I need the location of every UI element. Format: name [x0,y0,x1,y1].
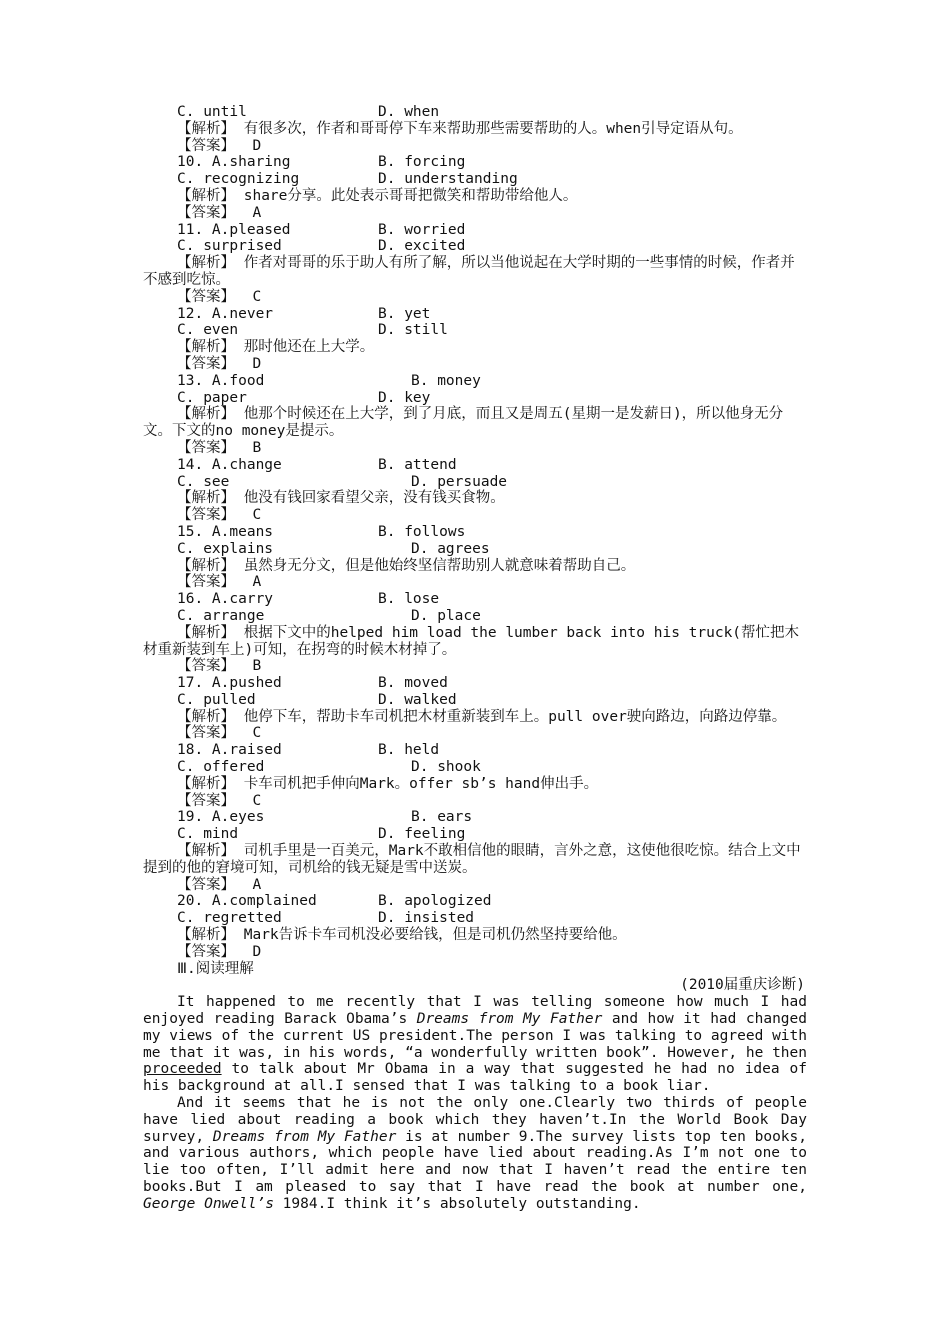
option-left: 12. A.never [177,305,274,322]
passage-paragraph-2 [143,1095,807,1213]
option-row [143,306,807,323]
option-left: C. explains [177,540,274,557]
option-left: 18. A.raised [177,742,282,759]
option-right: D. agrees [411,540,490,557]
option-row [143,474,807,491]
option-left: 19. A.eyes [177,809,265,826]
analysis-text: 【解析】 司机手里是一百美元，Mark不敢相信他的眼睛，言外之意，这使他很吃惊。结合上文中提到的他的窘境可知，司机给的钱无疑是雪中送炭。 [143,843,801,876]
answer-text: 【答案】 B [177,658,262,675]
option-row [143,373,807,390]
answer-text: 【答案】 A [177,876,262,893]
option-row [143,910,807,927]
option-row [143,759,807,776]
option-left: C. regretted [177,910,282,927]
option-left: C. until [177,104,247,120]
answer-text: 【答案】 B [177,439,262,456]
para1-text-2: and how it had changed my views of the current US president.The person I was talking to agreed with me that it was, in his words, “a wonderfully written book”. However, he then [143,1011,807,1061]
section-title: Ⅲ.阅读理解 [177,960,254,977]
analysis-text: 【解析】 虽然身无分文，但是他始终坚信帮助别人就意味着帮助自己。 [177,557,636,574]
answer-text: 【答案】 A [177,204,262,221]
option-row [143,524,807,541]
analysis-text: 【解析】 他没有钱回家看望父亲，没有钱买食物。 [177,490,505,507]
option-right: D. when [378,104,440,120]
para1-text-3: to talk about Mr Obama in a way that suggested he had no idea of his background at all.I sensed that I was talking to a book liar. [143,1061,807,1095]
analysis-text: 【解析】 他停下车，帮助卡车司机把木材重新装到车上。pull over驶向路边，向路边停靠。 [177,708,787,725]
answer-text: 【答案】 C [177,507,262,524]
option-left: C. arrange [177,607,265,624]
para2-text-1: And it seems that he is not the only one.Clearly two thirds of people have lied about reading a book which they haven’t.In the World Book Day survey, [143,1095,807,1145]
option-right: B. held [378,742,440,759]
analysis-text: 【解析】 有很多次，作者和哥哥停下车来帮助那些需要帮助的人。when引导定语从句。 [177,120,743,137]
option-right: D. shook [411,759,481,776]
option-right: B. apologized [378,893,492,910]
option-left: 15. A.means [177,523,274,540]
option-left: C. paper [177,389,247,406]
option-left: C. recognizing [177,171,300,188]
option-right: B. worried [378,221,466,238]
option-row [143,591,807,608]
answer-text: 【答案】 D [177,943,262,960]
option-row [143,893,807,910]
option-row [143,238,807,255]
option-right: D. insisted [378,910,475,927]
answer-text: 【答案】 D [177,137,262,154]
option-left: C. pulled [177,691,256,708]
option-row [143,692,807,709]
option-row [143,826,807,843]
option-right: B. follows [378,523,466,540]
answer-text: 【答案】 C [177,792,262,809]
option-left: C. see [177,473,230,490]
author-name: George Onwell’s [143,1195,274,1212]
option-right: B. attend [378,456,457,473]
answer-text: 【答案】 D [177,355,262,372]
option-right: D. walked [378,691,457,708]
option-right: D. place [411,607,481,624]
option-row [143,154,807,171]
option-left: 10. A.sharing [177,154,291,171]
analysis-text: 【解析】 那时他还在上大学。 [177,339,375,356]
option-right: B. yet [378,305,431,322]
analysis-text: 【解析】 share分享。此处表示哥哥把微笑和帮助带给他人。 [177,187,578,204]
analysis-text: 【解析】 作者对哥哥的乐于助人有所了解，所以当他说起在大学时期的一些事情的时候，作者并不感到吃惊。 [143,255,795,288]
passage-paragraph-1 [143,994,807,1095]
para1-text-1: It happened to me recently that I was telling someone how much I had enjoyed reading Barack Obama’s [143,994,807,1028]
para2-text-3: 1984.I think it’s absolutely outstanding. [273,1195,641,1212]
option-right: B. money [411,372,481,389]
option-left: C. surprised [177,238,282,255]
option-row [143,171,807,188]
answer-text: 【答案】 C [177,288,262,305]
option-left: C. offered [177,759,265,776]
answer-text: 【答案】 A [177,574,262,591]
option-row [143,809,807,826]
option-row [143,222,807,239]
option-right: D. persuade [411,473,508,490]
analysis-text: 【解析】 根据下文中的helped him load the lumber back into his truck(帮忙把木材重新装到车上)可知，在拐弯的时候木材掉了。 [143,624,800,658]
underlined-word: proceeded [143,1061,222,1078]
option-row [143,390,807,407]
question-list [143,104,807,961]
option-right: D. key [378,389,431,406]
option-right: B. forcing [378,154,466,171]
option-left: 16. A.carry [177,591,274,608]
para2-text-2: is at number 9.The survey lists top ten books, and various authors, which people have lied about reading.As I’m not one to lie too often, I’ll admit here and now that I haven’t read the entire ten books.But I am pleased to say that I have read the book at number one, [143,1128,807,1195]
option-right: D. understanding [378,171,518,188]
answer-text: 【答案】 C [177,725,262,742]
option-left: 20. A.complained [177,893,317,910]
option-left: C. mind [177,826,239,843]
option-row [143,742,807,759]
option-row [143,541,807,558]
option-left: 17. A.pushed [177,675,282,692]
option-right: B. moved [378,675,448,692]
option-row [143,322,807,339]
option-right: D. excited [378,238,466,255]
book-title: Dreams from My Father [416,1011,603,1028]
option-right: D. feeling [378,826,466,843]
option-left: 13. A.food [177,372,265,389]
option-right: D. still [378,322,448,339]
option-left: 11. A.pleased [177,221,291,238]
analysis-text: 【解析】 Mark告诉卡车司机没必要给钱，但是司机仍然坚持要给他。 [177,927,627,944]
option-left: C. even [177,322,239,339]
document-content [143,104,807,1213]
source-note: (2010届重庆诊断) [680,977,805,994]
analysis-text: 【解析】 他那个时候还在上大学，到了月底，而且又是周五(星期一是发薪日)，所以他身无分文。下文的no money是提示。 [143,406,784,440]
option-left: 14. A.change [177,456,282,473]
option-row [143,608,807,625]
option-row [143,104,807,121]
option-row [143,675,807,692]
option-right: B. ears [411,809,473,826]
option-row [143,457,807,474]
analysis-text: 【解析】 卡车司机把手伸向Mark。offer sb’s hand伸出手。 [177,775,599,792]
option-right: B. lose [378,591,440,608]
book-title: Dreams from My Father [212,1128,397,1145]
